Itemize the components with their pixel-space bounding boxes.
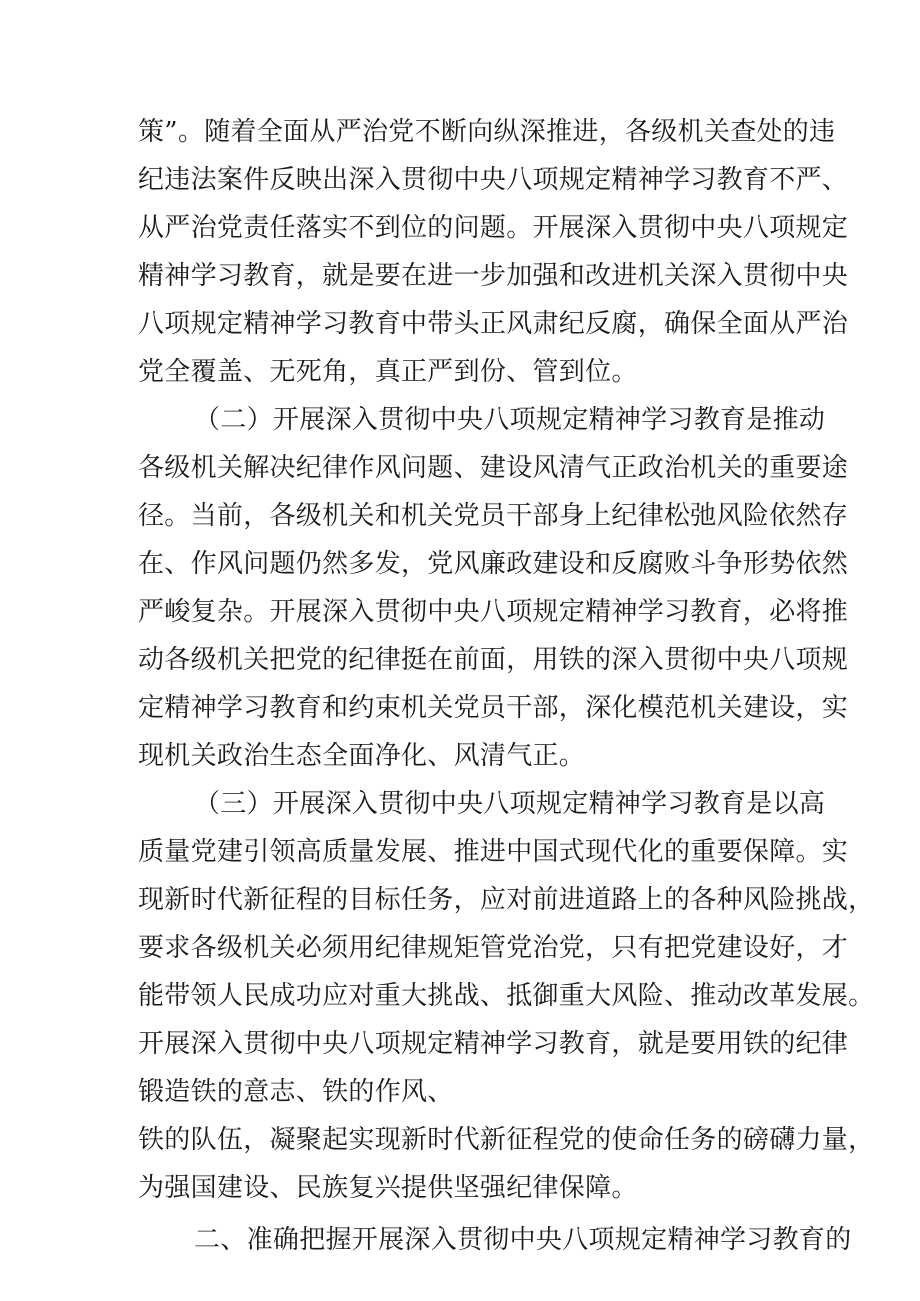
text-line: （三）开展深入贯彻中央八项规定精神学习教育是以高 (194, 789, 826, 819)
text-line: 锻造铁的意志、铁的作风、 (138, 1077, 454, 1107)
text-line: 在、作风问题仍然多发，党风廉政建设和反腐败斗争形势依然 (138, 549, 849, 579)
section-heading: 二、准确把握开展深入贯彻中央八项规定精神学习教育的 (194, 1225, 852, 1255)
text-line: 党全覆盖、无死角，真正严到份、管到位。 (138, 357, 638, 387)
text-line: （二）开展深入贯彻中央八项规定精神学习教育是推动 (194, 405, 826, 435)
text-line: 纪违法案件反映出深入贯彻中央八项规定精神学习教育不严、 (138, 165, 849, 195)
text-line: 策”。随着全面从严治党不断向纵深推进，各级机关查处的违 (138, 117, 836, 147)
text-line: 八项规定精神学习教育中带头正风肃纪反腐，确保全面从严治 (138, 309, 849, 339)
text-line: 从严治党责任落实不到位的问题。开展深入贯彻中央八项规定 (138, 213, 849, 243)
text-line: 现新时代新征程的目标任务，应对前进道路上的各种风险挑战， (138, 885, 875, 915)
text-line: 铁的队伍，凝聚起实现新时代新征程党的使命任务的磅礴力量， (138, 1125, 875, 1155)
text-line: 定精神学习教育和约束机关党员干部，深化模范机关建设，实 (138, 693, 849, 723)
text-line: 能带领人民成功应对重大挑战、抵御重大风险、推动改革发展。 (138, 981, 875, 1011)
text-line: 现机关政治生态全面净化、风清气正。 (138, 741, 586, 771)
text-line: 精神学习教育，就是要在进一步加强和改进机关深入贯彻中央 (138, 261, 849, 291)
text-line: 动各级机关把党的纪律挺在前面，用铁的深入贯彻中央八项规 (138, 645, 849, 675)
text-line: 质量党建引领高质量发展、推进中国式现代化的重要保障。实 (138, 837, 849, 867)
text-line: 径。当前，各级机关和机关党员干部身上纪律松弛风险依然存 (138, 501, 849, 531)
text-line: 开展深入贯彻中央八项规定精神学习教育，就是要用铁的纪律 (138, 1029, 849, 1059)
text-line: 各级机关解决纪律作风问题、建设风清气正政治机关的重要途 (138, 453, 849, 483)
text-line: 为强国建设、民族复兴提供坚强纪律保障。 (138, 1173, 638, 1203)
text-line: 严峻复杂。开展深入贯彻中央八项规定精神学习教育，必将推 (138, 597, 849, 627)
text-line: 要求各级机关必须用纪律规矩管党治党，只有把党建设好，才 (138, 933, 849, 963)
